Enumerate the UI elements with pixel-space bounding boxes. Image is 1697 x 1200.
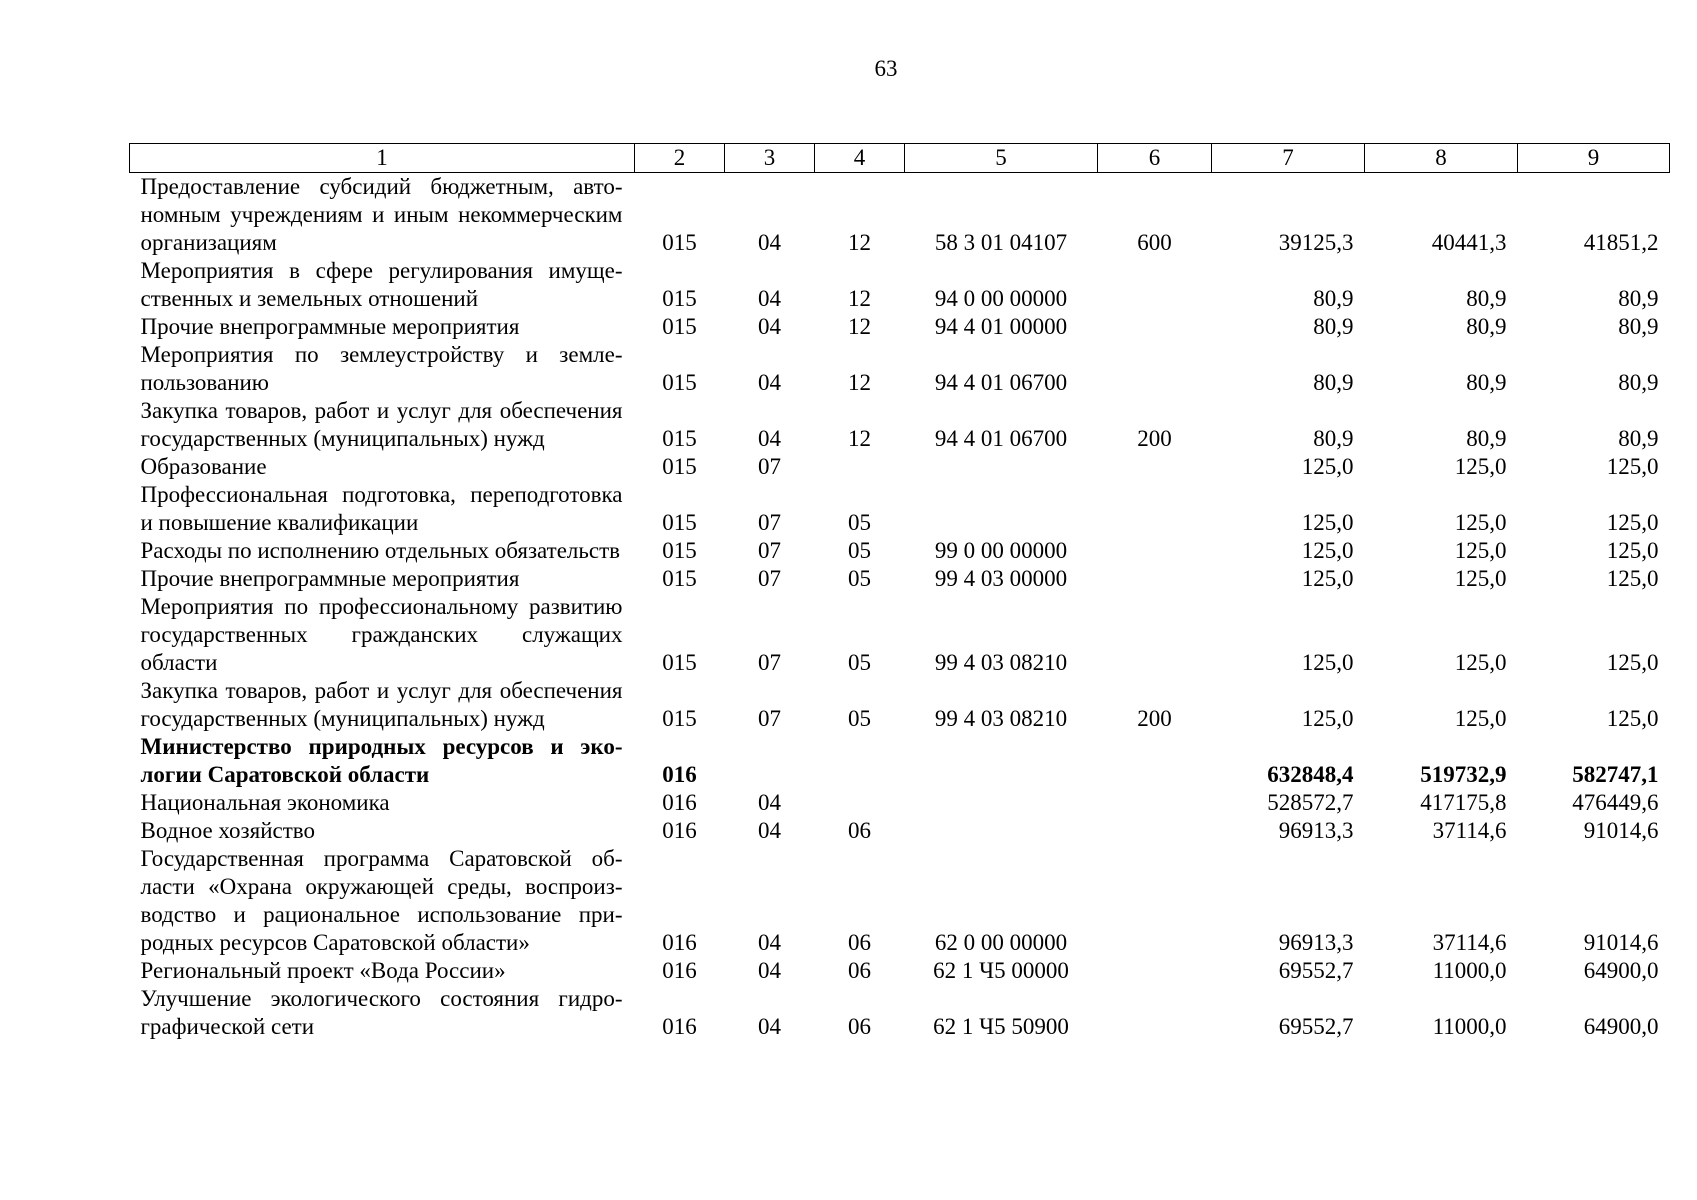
cell-col-6: [1098, 565, 1212, 593]
cell-col-9: 91014,6: [1583, 930, 1659, 955]
cell-col-7: 528572,7: [1267, 790, 1354, 815]
cell-col-7: 80,9: [1313, 426, 1354, 451]
cell-col-3: 07: [758, 510, 781, 535]
table-row: [130, 677, 1670, 733]
cell-col-8: 80,9: [1466, 314, 1507, 339]
column-header-4: 4: [815, 144, 905, 173]
cell-col-6: [1098, 985, 1212, 1041]
cell-col-6: [1098, 817, 1212, 845]
cell-col-2: 015: [662, 510, 697, 535]
header-row: [130, 144, 1670, 173]
cell-col-9: 80,9: [1618, 286, 1659, 311]
cell-col-2: 015: [662, 454, 697, 479]
cell-col-7: 80,9: [1313, 314, 1354, 339]
cell-col-9: 125,0: [1606, 538, 1659, 563]
cell-col-7: 125,0: [1301, 650, 1354, 675]
row-name: Улучшение экологического состояния гидрографической сети: [140, 986, 623, 1039]
table-header: [130, 144, 1670, 173]
cell-col-3: 07: [758, 706, 781, 731]
cell-col-3: 04: [758, 818, 781, 843]
cell-col-8: 80,9: [1466, 426, 1507, 451]
row-name: Региональный проект «Вода России»: [140, 958, 506, 983]
cell-col-8: 125,0: [1454, 510, 1507, 535]
cell-col-9: 125,0: [1606, 706, 1659, 731]
cell-col-2: 015: [662, 706, 697, 731]
table-row: [130, 257, 1670, 313]
cell-col-2: 015: [662, 566, 697, 591]
cell-col-9: 80,9: [1618, 426, 1659, 451]
cell-col-5: [905, 789, 1098, 817]
row-name: Мероприятия в сфере регулирования имущественных и земельных отношений: [140, 258, 623, 311]
cell-col-6: [1098, 481, 1212, 537]
cell-col-4: 06: [848, 930, 871, 955]
cell-col-2: 015: [662, 230, 697, 255]
cell-col-9: 80,9: [1618, 314, 1659, 339]
cell-col-4: 05: [848, 538, 871, 563]
cell-col-3: 07: [758, 650, 781, 675]
cell-col-3: 04: [758, 1014, 781, 1039]
cell-col-6: [1098, 789, 1212, 817]
cell-col-6: [1098, 845, 1212, 957]
row-name: Мероприятия по профессиональному развитию государственных гражданских служащих области: [140, 594, 623, 675]
cell-col-6: 600: [1137, 230, 1172, 255]
cell-col-9: 64900,0: [1583, 958, 1659, 983]
cell-col-5: 62 1 Ч5 00000: [933, 958, 1069, 983]
cell-col-9: 582747,1: [1572, 762, 1659, 787]
cell-col-4: [815, 733, 905, 789]
cell-col-2: 015: [662, 370, 697, 395]
cell-col-8: 40441,3: [1431, 230, 1507, 255]
cell-col-2: 015: [662, 426, 697, 451]
table-row: [130, 733, 1670, 789]
cell-col-2: 015: [662, 314, 697, 339]
cell-col-2: 016: [662, 930, 697, 955]
cell-col-6: [1098, 593, 1212, 677]
cell-col-4: [815, 789, 905, 817]
column-header-6: 6: [1098, 144, 1212, 173]
cell-col-3: 04: [758, 790, 781, 815]
cell-col-2: 016: [662, 958, 697, 983]
row-name: Государственная программа Саратовской области «Охрана окружающей среды, воспроизводство и рациональное использование природных ресурсов Саратовской области»: [140, 846, 623, 955]
cell-col-4: 12: [848, 286, 871, 311]
cell-col-7: 125,0: [1301, 706, 1354, 731]
table-row: [130, 313, 1670, 341]
cell-col-5: 99 4 03 00000: [934, 566, 1068, 591]
cell-col-5: 99 4 03 08210: [934, 706, 1068, 731]
cell-col-2: 015: [662, 538, 697, 563]
cell-col-5: 94 4 01 06700: [934, 370, 1068, 395]
cell-col-9: 125,0: [1606, 650, 1659, 675]
cell-col-5: 94 4 01 00000: [934, 314, 1068, 339]
cell-col-6: 200: [1137, 706, 1172, 731]
cell-col-5: [905, 481, 1098, 537]
cell-col-7: 96913,3: [1278, 930, 1354, 955]
cell-col-3: 04: [758, 314, 781, 339]
cell-col-7: 125,0: [1301, 510, 1354, 535]
row-name: Министерство природных ресурсов и экологии Саратовской области: [140, 734, 623, 787]
budget-table: [129, 143, 1670, 1041]
cell-col-9: 125,0: [1606, 510, 1659, 535]
cell-col-4: 12: [848, 370, 871, 395]
table-row: [130, 397, 1670, 453]
cell-col-7: 125,0: [1301, 538, 1354, 563]
column-header-7: 7: [1212, 144, 1365, 173]
cell-col-7: 69552,7: [1278, 1014, 1354, 1039]
row-name: Расходы по исполнению отдельных обязательств: [140, 538, 620, 563]
cell-col-9: 64900,0: [1583, 1014, 1659, 1039]
cell-col-2: 016: [662, 1014, 697, 1039]
cell-col-5: 62 1 Ч5 50900: [933, 1014, 1069, 1039]
cell-col-2: 016: [662, 818, 697, 843]
cell-col-8: 11000,0: [1432, 958, 1507, 983]
cell-col-5: [905, 817, 1098, 845]
cell-col-8: 417175,8: [1420, 790, 1507, 815]
cell-col-3: 04: [758, 930, 781, 955]
cell-col-7: 69552,7: [1278, 958, 1354, 983]
cell-col-5: 94 0 00 00000: [934, 286, 1068, 311]
cell-col-2: 016: [662, 790, 697, 815]
cell-col-4: 06: [848, 958, 871, 983]
cell-col-3: 04: [758, 370, 781, 395]
table-row: [130, 957, 1670, 985]
table-row: [130, 985, 1670, 1041]
cell-col-3: [725, 733, 815, 789]
cell-col-8: 519732,9: [1420, 762, 1507, 787]
cell-col-6: [1098, 957, 1212, 985]
cell-col-5: [905, 733, 1098, 789]
table-row: [130, 453, 1670, 481]
cell-col-8: 125,0: [1454, 650, 1507, 675]
cell-col-9: 125,0: [1606, 566, 1659, 591]
cell-col-4: 05: [848, 650, 871, 675]
cell-col-6: [1098, 257, 1212, 313]
cell-col-4: 06: [848, 818, 871, 843]
cell-col-5: 99 0 00 00000: [934, 538, 1068, 563]
cell-col-8: 125,0: [1454, 566, 1507, 591]
table-row: [130, 789, 1670, 817]
cell-col-6: [1098, 733, 1212, 789]
cell-col-6: [1098, 453, 1212, 481]
cell-col-8: 125,0: [1454, 706, 1507, 731]
row-name: Прочие внепрограммные мероприятия: [140, 566, 520, 591]
cell-col-8: 11000,0: [1432, 1014, 1507, 1039]
cell-col-3: 04: [758, 230, 781, 255]
column-header-5: 5: [905, 144, 1098, 173]
cell-col-3: 07: [758, 454, 781, 479]
cell-col-9: 125,0: [1606, 454, 1659, 479]
cell-col-2: 015: [662, 286, 697, 311]
cell-col-8: 125,0: [1454, 454, 1507, 479]
cell-col-8: 80,9: [1466, 370, 1507, 395]
cell-col-6: 200: [1137, 426, 1172, 451]
row-name: Мероприятия по землеустройству и землепользованию: [140, 342, 623, 395]
cell-col-8: 80,9: [1466, 286, 1507, 311]
cell-col-5: 99 4 03 08210: [934, 650, 1068, 675]
cell-col-6: [1098, 341, 1212, 397]
cell-col-6: [1098, 537, 1212, 565]
cell-col-7: 125,0: [1301, 454, 1354, 479]
cell-col-6: [1098, 313, 1212, 341]
cell-col-7: 96913,3: [1278, 818, 1354, 843]
table-row: [130, 593, 1670, 677]
row-name: Закупка товаров, работ и услуг для обеспечения государственных (муниципальных) нужд: [140, 678, 623, 731]
cell-col-2: 016: [662, 762, 697, 787]
table-row: [130, 341, 1670, 397]
cell-col-3: 04: [758, 286, 781, 311]
table-row: [130, 481, 1670, 537]
table-body: [130, 173, 1670, 1042]
column-header-9: 9: [1518, 144, 1670, 173]
cell-col-9: 476449,6: [1572, 790, 1659, 815]
cell-col-5: [905, 453, 1098, 481]
cell-col-4: 05: [848, 566, 871, 591]
cell-col-3: 04: [758, 426, 781, 451]
cell-col-8: 37114,6: [1432, 930, 1507, 955]
cell-col-7: 80,9: [1313, 370, 1354, 395]
cell-col-4: 05: [848, 706, 871, 731]
row-name: Прочие внепрограммные мероприятия: [140, 314, 520, 339]
cell-col-9: 91014,6: [1583, 818, 1659, 843]
cell-col-7: 632848,4: [1267, 762, 1354, 787]
cell-col-7: 80,9: [1313, 286, 1354, 311]
cell-col-5: 94 4 01 06700: [934, 426, 1068, 451]
cell-col-7: 125,0: [1301, 566, 1354, 591]
cell-col-4: 12: [848, 230, 871, 255]
cell-col-8: 37114,6: [1432, 818, 1507, 843]
cell-col-3: 04: [758, 958, 781, 983]
column-header-2: 2: [635, 144, 725, 173]
cell-col-8: 125,0: [1454, 538, 1507, 563]
row-name: Предоставление субсидий бюджетным, автономным учреждениям и иным некоммерческим организациям: [140, 174, 623, 255]
table-row: [130, 565, 1670, 593]
row-name: Профессиональная подготовка, переподготовка и повышение квалификации: [140, 482, 623, 535]
column-header-3: 3: [725, 144, 815, 173]
row-name: Образование: [140, 454, 267, 479]
table-row: [130, 173, 1670, 258]
cell-col-4: [815, 453, 905, 481]
table-row: [130, 817, 1670, 845]
cell-col-5: 58 3 01 04107: [934, 230, 1068, 255]
column-header-8: 8: [1365, 144, 1518, 173]
cell-col-9: 41851,2: [1583, 230, 1659, 255]
cell-col-3: 07: [758, 538, 781, 563]
cell-col-9: 80,9: [1618, 370, 1659, 395]
row-name: Водное хозяйство: [140, 818, 315, 843]
column-header-1: 1: [130, 144, 635, 173]
table-row: [130, 537, 1670, 565]
table-row: [130, 845, 1670, 957]
cell-col-4: 05: [848, 510, 871, 535]
row-name: Национальная экономика: [140, 790, 390, 815]
cell-col-4: 12: [848, 314, 871, 339]
cell-col-7: 39125,3: [1278, 230, 1354, 255]
row-name: Закупка товаров, работ и услуг для обеспечения государственных (муниципальных) нужд: [140, 398, 623, 451]
page-number: 63: [874, 56, 898, 81]
cell-col-5: 62 0 00 00000: [934, 930, 1068, 955]
cell-col-4: 12: [848, 426, 871, 451]
cell-col-2: 015: [662, 650, 697, 675]
cell-col-4: 06: [848, 1014, 871, 1039]
cell-col-3: 07: [758, 566, 781, 591]
